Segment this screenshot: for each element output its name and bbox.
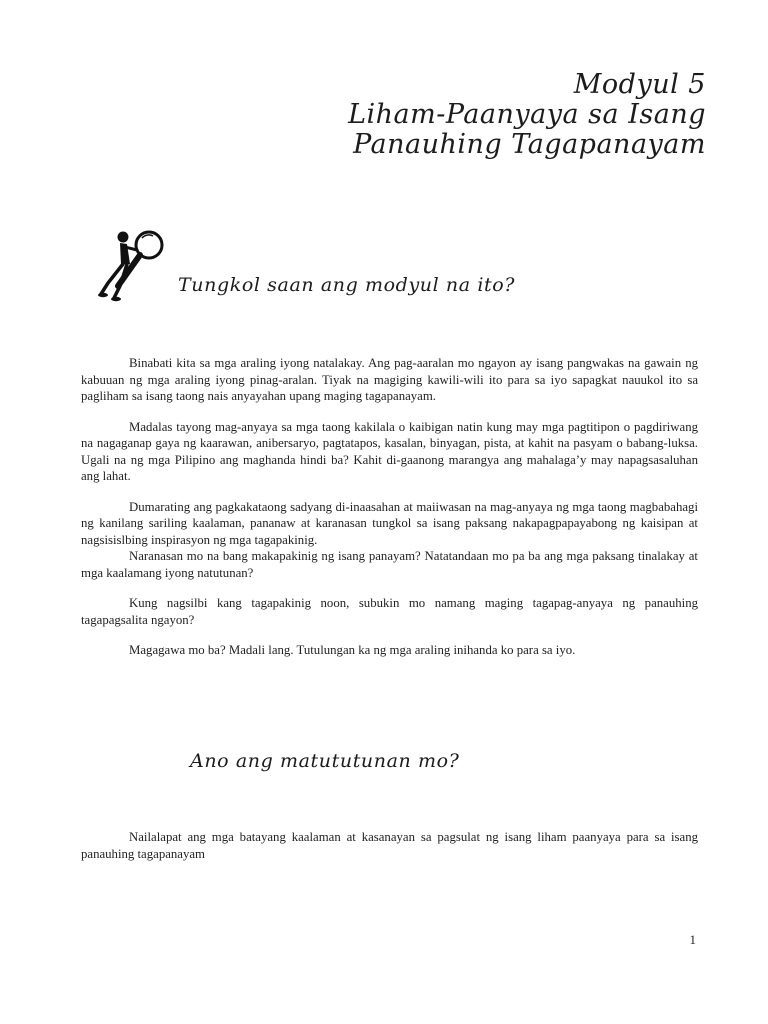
paragraph-2: Madalas tayong mag-anyaya sa mga taong kakilala o kaibigan natin kung may mga pagtitipon o pagdiriwang na nagaganap gaya ng kaarawan, anibersaryo, pagtatapos, kasalan, binyagan, pista, at kahit na pasyam o babang-luksa. Ugali na ng mga Pilipino ang maghanda hindi ba? Kahit di-gaanong marangya ang mahalaga’y may napagsasaluhan ang lahat. (81, 419, 698, 483)
paragraph-6: Magagawa mo ba? Madali lang. Tutulungan ka ng mga araling inihanda ko para sa iyo. (129, 643, 576, 657)
paragraph-objective: Nailalapat ang mga batayang kaalaman at kasanayan sa pagsulat ng isang liham paanyaya para sa isang panauhing tagapanayam (81, 830, 698, 861)
section-learn-body (81, 829, 698, 876)
page-number: 1 (689, 932, 696, 947)
section-about-body (81, 355, 698, 673)
module-title (348, 70, 706, 160)
magnifying-glass-person-icon (96, 228, 168, 302)
section-heading-learn: Ano ang matututunan mo? (190, 750, 460, 772)
module-title-line-2: Panauhing Tagapanayam (353, 129, 706, 160)
module-number: Modyul 5 (573, 69, 706, 100)
paragraph-1: Binabati kita sa mga araling iyong natalakay. Ang pag-aaralan mo ngayon ay isang pangwakas na gawain ng kabuuan ng mga araling iyong pinag-aralan. Tiyak na magiging kawili-wili ito para sa iyo sapagkat nauukol ito sa pagliham sa isang taong nais anyayahan upang maging tagapanayam. (81, 356, 698, 403)
section-heading-about: Tungkol saan ang modyul na ito? (178, 274, 516, 296)
paragraph-4: Naranasan mo na bang makapakinig ng isang panayam? Natatandaan mo pa ba ang mga paksang tinalakay at mga kaalamang iyong natutunan? (81, 549, 698, 580)
module-title-line-1: Liham-Paanyaya sa Isang (348, 99, 706, 130)
paragraph-3: Dumarating ang pagkakataong sadyang di-inaasahan at maiiwasan na mag-anyaya ng mga taong magbabahagi ng kanilang sariling kaalaman, pananaw at karanasan tungkol sa isang paksang nakapagpapayabong ng kaisipan at nagsisislbing inspirasyon ng mga tagapakinig. (81, 499, 698, 547)
paragraph-5: Kung nagsilbi kang tagapakinig noon, subukin mo namang maging tagapag-anyaya ng panauhing tagapagsalita ngayon? (81, 596, 698, 627)
